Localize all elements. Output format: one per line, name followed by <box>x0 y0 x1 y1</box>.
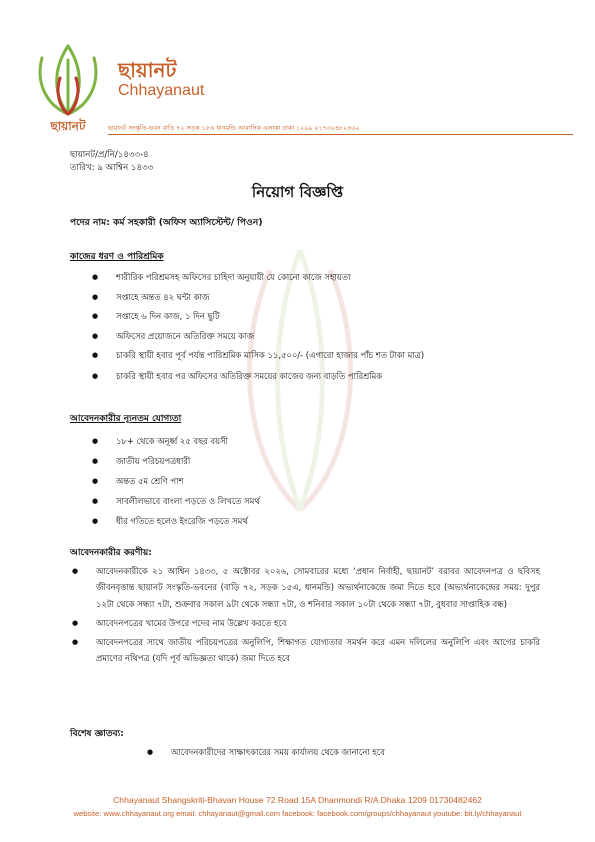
brand-name-english: Chhayanaut <box>118 82 205 99</box>
qualifications-heading: আবেদনকারীর ন্যূনতম যোগ্যতা <box>70 414 182 424</box>
reference-block <box>70 149 153 175</box>
footer-links: website: www.chhayanaut.org email: chhayanaut@gmail.com facebook: facebook.com/groups/chhayanaut youtube: bit.ly/chhayanaut <box>73 809 522 818</box>
list-item: ● ধীর গতিতে হলেও ইংরেজি পড়তে সমর্থ <box>88 511 558 531</box>
footer-address: Chhayanaut Shangskriti-Bhavan House 72 Road 15A Dhanmondi R/A Dhaka 1209 01730482462 <box>113 795 482 805</box>
duties-list <box>88 268 558 387</box>
list-item: ● চাকরি স্থায়ী হবার পর অফিসের অতিরিক্ত সময়ের কাজের জন্য বাড়তি পারিশ্রমিক <box>88 367 558 387</box>
list-item: ● ১৮+ থেকে অনূর্ধ্ব ২৫ বছর বয়সী <box>88 431 558 451</box>
to-do-list <box>68 563 540 667</box>
header-address: ছায়ানট সংস্কৃতি-ভবন বাড়ি ৭২ সড়ক ১৫এ ধানমন্ডি আবাসিক এলাকা ঢাকা ১২০৯ ০১৭৩০৪৮২৪৬২ <box>108 125 360 132</box>
list-item: ● সপ্তাহে ৬ দিন কাজ, ১ দিন ছুটি <box>88 307 558 327</box>
post-name: পদের নাম: কর্ম সহকারী (অফিস অ্যাসিস্টেন্ট/ পিওন) <box>70 217 263 228</box>
memo-number: ছায়ানট/প্র/নি/১৪৩৩-৪ <box>70 150 149 160</box>
list-item: ● চাকরি স্থায়ী হবার পূর্ব পর্যন্ত পারিশ্রমিক মাসিক ১১,৫০০/- (এগারো হাজার পাঁচ শত টাকা মাত্র) <box>88 347 558 364</box>
brand-name-bengali: ছায়ানট <box>118 58 177 82</box>
memo-date: তারিখ: ৯ আশ্বিন ১৪৩৩ <box>70 163 154 173</box>
list-item: ● সপ্তাহে অন্তত ৪২ ঘন্টা কাজ <box>88 288 558 308</box>
duties-heading: কাজের ধরণ ও পারিশ্রমিক <box>70 252 164 262</box>
list-item: ● আবেদনপত্রের সাথে জাতীয় পরিচয়পত্রের অনুলিপি, শিক্ষাগত যোগ্যতার সমর্থন করে এমন দলিলের অনুলিপি এবং আগের চাকরি প্রমাণের নথিপত্র (যদি পূর্ব অভিজ্ঞতা থাকে) জমা দিতে হবে <box>68 634 540 667</box>
special-note-list <box>143 744 543 760</box>
header-divider <box>108 134 573 135</box>
list-item: ● অন্তত ৫ম শ্রেণি পাশ <box>88 471 558 491</box>
logo-text: ছায়ানট <box>50 119 86 132</box>
list-item: ● জাতীয় পরিচয়পত্রধারী <box>88 451 558 471</box>
list-item: ● আবেদনপত্রের খামের উপরে পদের নাম উল্লেখ করতে হবে <box>68 615 540 631</box>
special-note-heading: বিশেষ জ্ঞাতব্য: <box>70 729 124 739</box>
qualifications-list <box>88 431 558 531</box>
list-item: ● আবেদনকারীদের সাক্ষাৎকারের সময় কার্যালয় থেকে জানানো হবে <box>143 744 543 760</box>
chhayanaut-logo <box>28 40 108 136</box>
page-title: নিয়োগ বিজ্ঞপ্তি <box>251 183 344 201</box>
list-item: ● অফিসের প্রয়োজনে অতিরিক্ত সময়ে কাজ <box>88 327 558 347</box>
list-item: ● আবেদনকারীকে ২১ আশ্বিন ১৪৩৩, ৫ অক্টোবর ২০২৬, সোমবারের মধ্যে ‘প্রধান নির্বাহী, ছায়ানট’ বরাবর আবেদনপত্র ও ছবিসহ জীবনবৃত্তান্ত ছায়ানট সংস্কৃতি-ভবনের (বাড়ি ৭২, সড়ক ১৫এ, ধানমন্ডি) অভ্যর্থনাকেন্দ্রে জমা দিতে হবে (অভ্যর্থনাকেন্দ্রের সময়: দুপুর ১২টা থেকে সন্ধ্যা ৭টা, শুক্রবার সকাল ৯টা থেকে সন্ধ্যা ৭টা, ও শনিবার সকাল ১০টা থেকে সন্ধ্যা ৭টা, বুধবার সাপ্তাহিক বন্ধ) <box>68 563 540 612</box>
list-item: ● সাবলীলভাবে বাংলা পড়তে ও লিখতে সমর্থ <box>88 491 558 511</box>
list-item: ● শারীরিক পরিশ্রমসহ অফিসের চাহিদা অনুযায়ী যে কোনো কাজে সহায়তা <box>88 268 558 288</box>
to-do-heading: আবেদনকারীর করণীয়: <box>70 548 152 558</box>
